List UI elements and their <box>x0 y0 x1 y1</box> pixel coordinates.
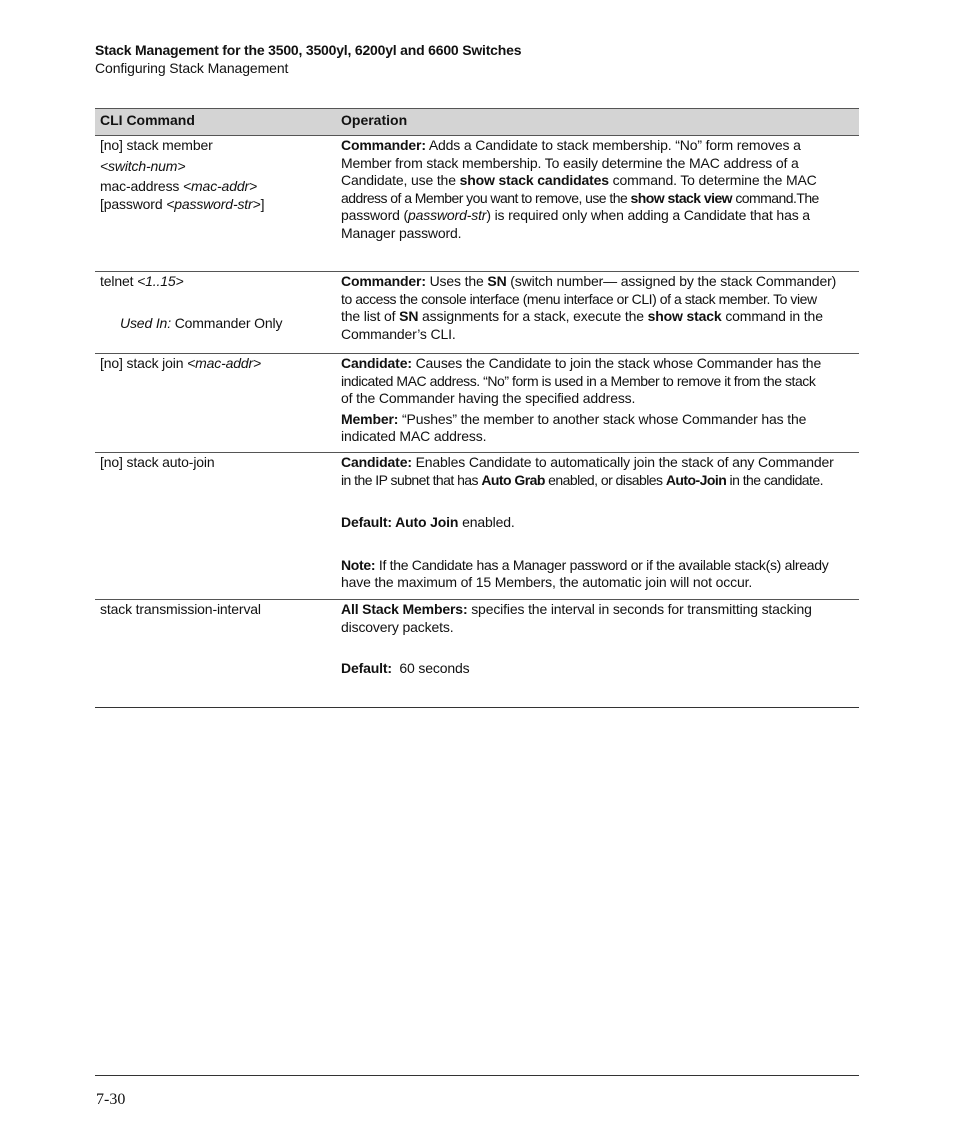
column-header-operation: Operation <box>341 112 408 128</box>
table-row-telnet <box>95 272 859 354</box>
cli-command-cell: [no] stack auto-join <box>100 454 215 470</box>
cli-command-table <box>95 108 859 708</box>
cli-command-cell: [no] stack join <mac-addr> <box>100 355 262 371</box>
operation-cell: All Stack Members: specifies the interval in seconds for transmitting stacking discovery packets. Default: 60 seconds <box>341 601 812 677</box>
table-row-stack-member <box>95 136 859 272</box>
cli-command-cell: telnet <1..15> Used In: Commander Only <box>100 273 283 331</box>
cli-command-cell: stack transmission-interval <box>100 601 261 617</box>
running-header <box>95 41 875 77</box>
chapter-title: Stack Management for the 3500, 3500yl, 6200yl and 6600 Switches <box>95 42 522 58</box>
table-row-stack-join <box>95 354 859 453</box>
table-row-stack-transmission-interval <box>95 600 859 708</box>
page-number: 7-30 <box>96 1091 126 1108</box>
operation-cell: Candidate: Causes the Candidate to join the stack whose Commander has the indicated MAC address. “No” form is used in a Member to remove it from the stack of the Commander having the specified address. Member: “Pushes” the member to another stack whose Commander has the indicated MAC address. <box>341 355 822 445</box>
footer-rule <box>95 1075 859 1076</box>
operation-cell: Commander: Uses the SN (switch number— assigned by the stack Commander) to access the console interface (menu interface or CLI) of a stack member. To view the list of SN assignments for a stack, execute the show stack command in the Commander’s CLI. <box>341 273 837 342</box>
table-header-row <box>95 108 859 136</box>
section-title: Configuring Stack Management <box>95 60 289 76</box>
table-row-stack-auto-join <box>95 453 859 600</box>
operation-cell: Commander: Adds a Candidate to stack membership. “No” form removes a Member from stack membership. To easily determine the MAC address of a Candidate, use the show stack candidates command. To determine the MAC address of a Member you want to remove, use the show stack view command.The password (password-str) is required only when adding a Candidate that has a Manager password. <box>341 137 819 241</box>
cli-command-cell: [no] stack member <switch-num> mac-address <mac-addr> [password <password-str>] <box>100 137 265 212</box>
column-header-cli-command: CLI Command <box>100 112 195 128</box>
operation-cell: Candidate: Enables Candidate to automatically join the stack of any Commander in the IP subnet that has Auto Grab enabled, or disables Auto-Join in the candidate. Default: Auto Join enabled. Note: If the Candidate has a Manager password or if the available stack(s) already have the maximum of 15 Members, the automatic join will not occur. <box>341 454 834 591</box>
